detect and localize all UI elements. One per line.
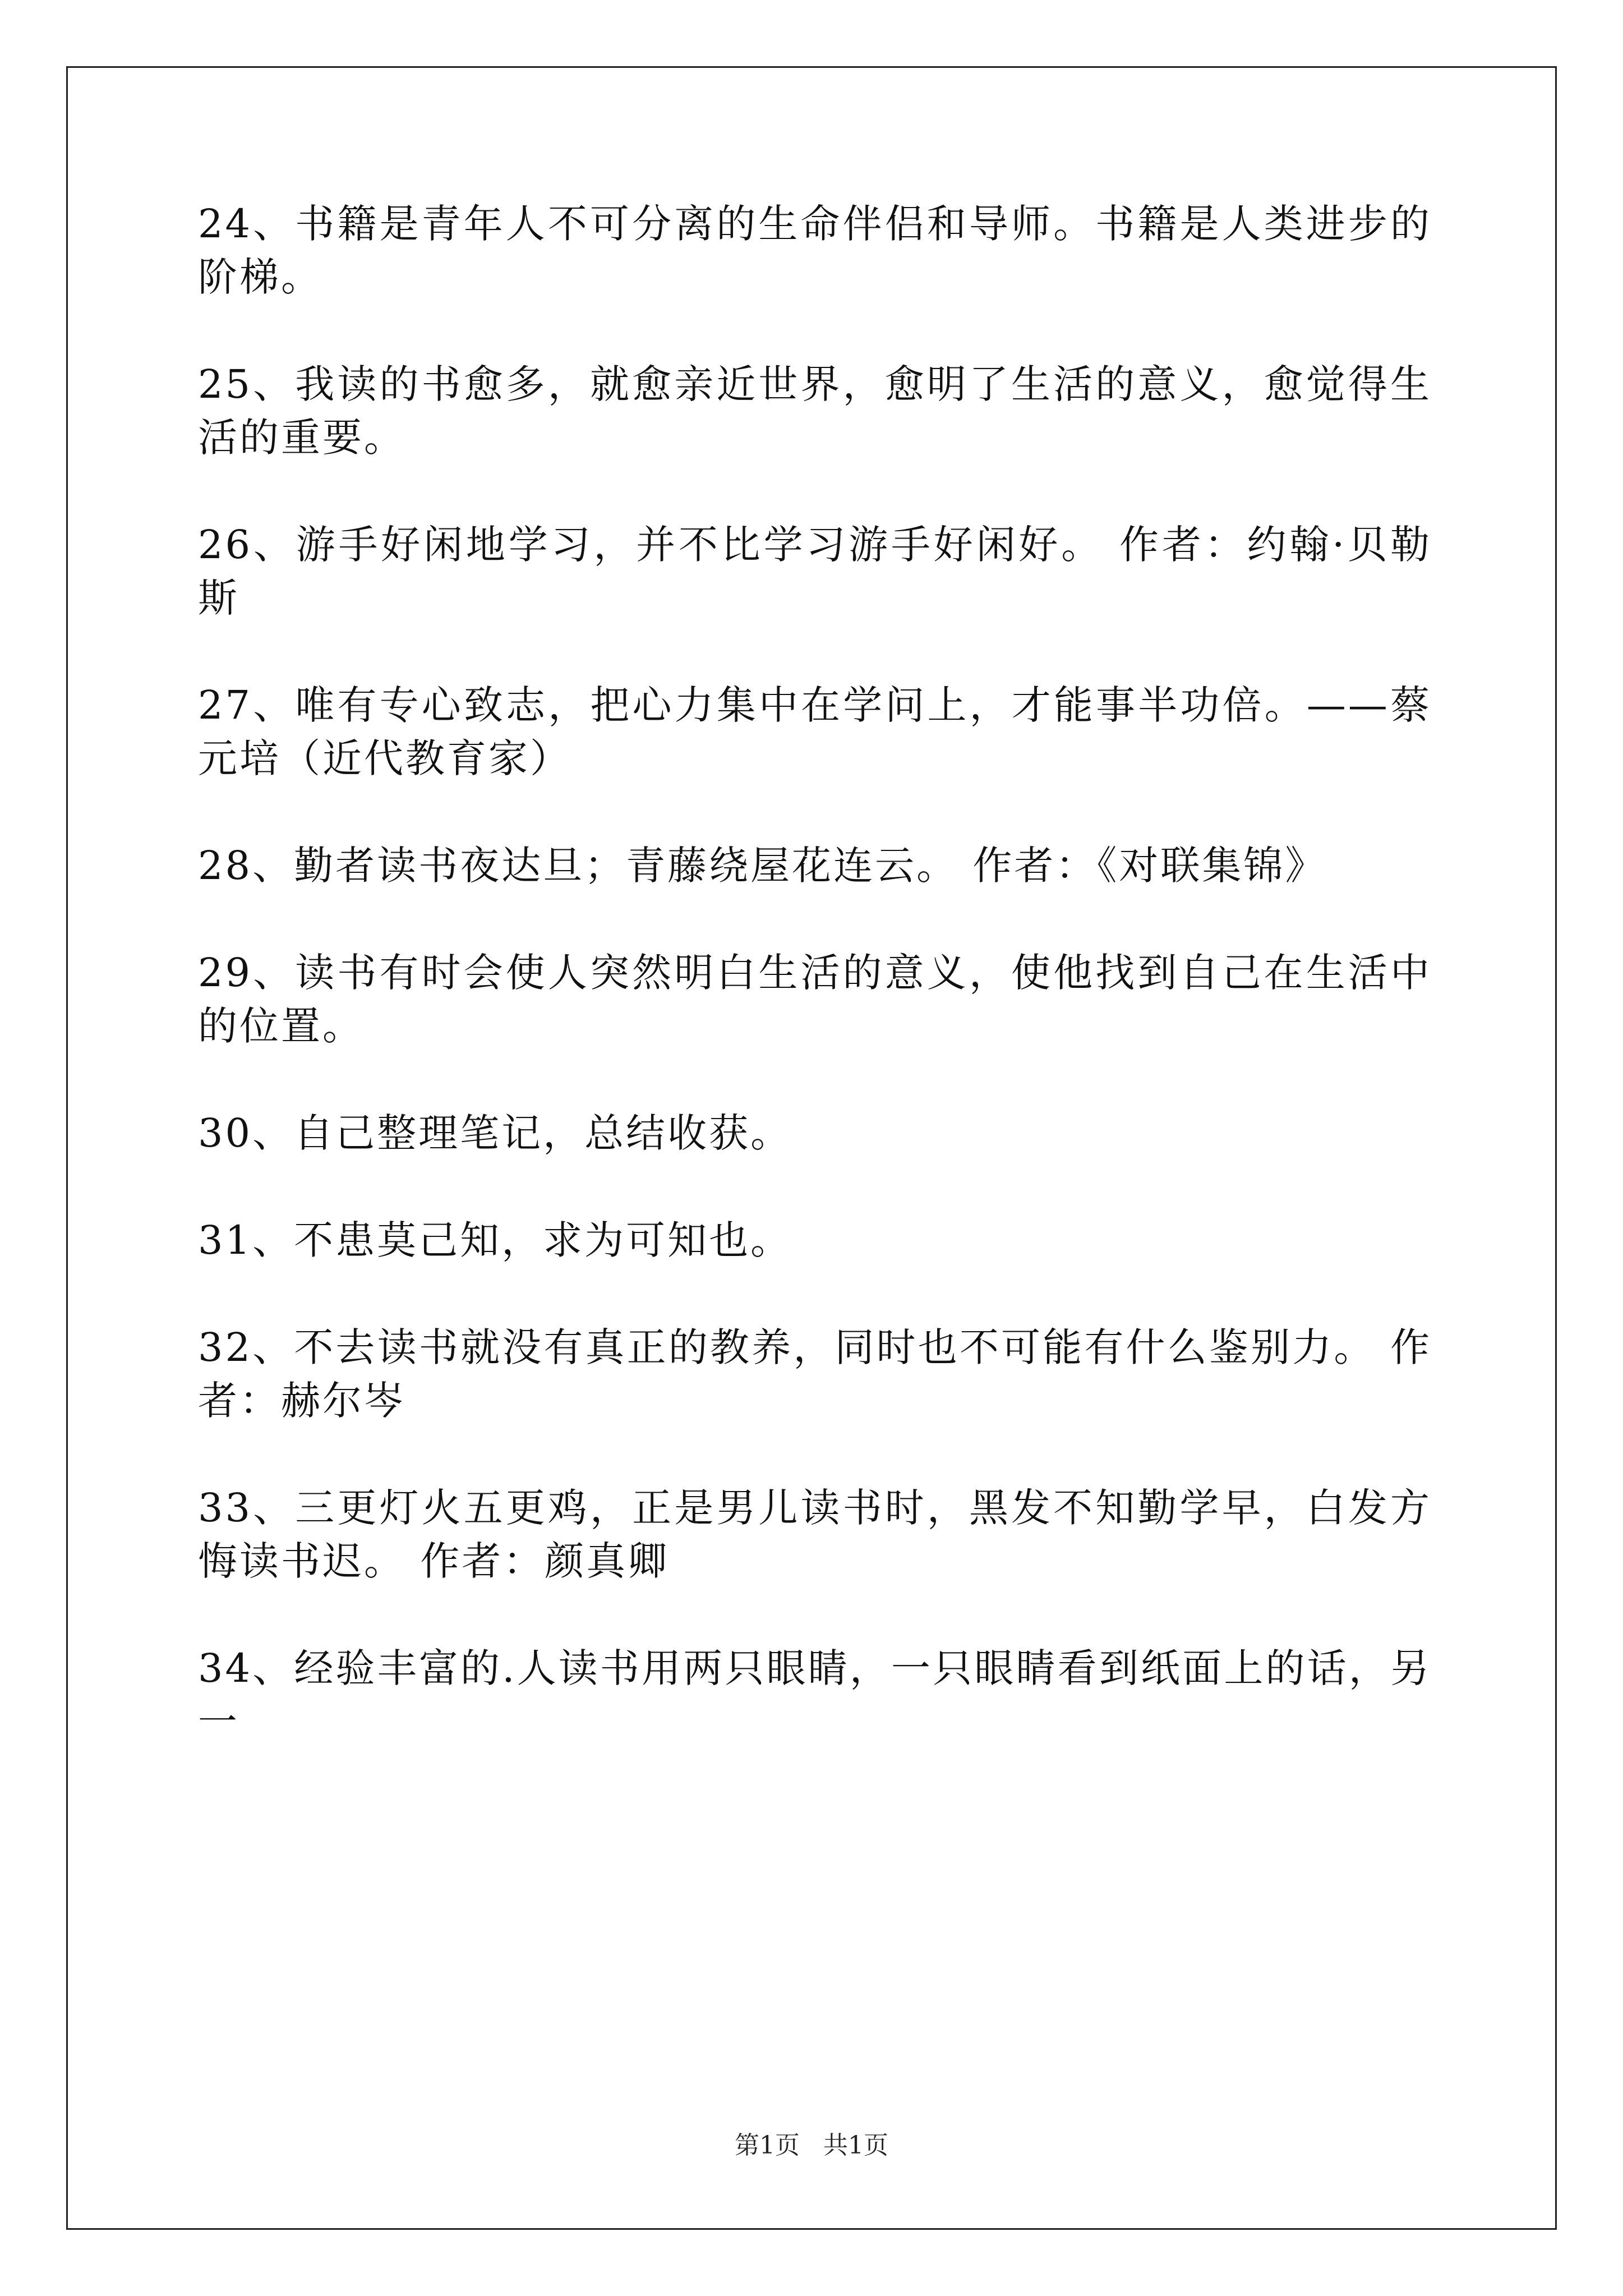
quote-paragraph-27: 27、唯有专心致志，把心力集中在学问上，才能事半功倍。——蔡元培（近代教育家） xyxy=(198,682,1432,781)
quote-paragraph-25: 25、我读的书愈多，就愈亲近世界，愈明了生活的意义，愈觉得生活的重要。 xyxy=(198,361,1432,461)
quote-paragraph-28: 28、勤者读书夜达旦；青藤绕屋花连云。 作者：《对联集锦》 xyxy=(198,843,1327,889)
quote-paragraph-30: 30、自己整理笔记，总结收获。 xyxy=(198,1110,792,1156)
quote-paragraph-33: 33、三更灯火五更鸡，正是男儿读书时，黑发不知勤学早，白发方悔读书迟。 作者：颜真卿 xyxy=(198,1485,1432,1584)
quote-paragraph-32: 32、不去读书就没有真正的教养，同时也不可能有什么鉴别力。 作者：赫尔岑 xyxy=(198,1324,1432,1424)
quote-paragraph-31: 31、不患莫己知，求为可知也。 xyxy=(198,1217,792,1263)
quote-paragraph-34: 34、经验丰富的.人读书用两只眼睛，一只眼睛看到纸面上的话，另一 xyxy=(198,1645,1432,1745)
quote-paragraph-24: 24、书籍是青年人不可分离的生命伴侣和导师。书籍是人类进步的阶梯。 xyxy=(198,201,1432,300)
quote-paragraph-26: 26、游手好闲地学习，并不比学习游手好闲好。 作者：约翰·贝勒斯 xyxy=(198,522,1432,621)
quote-paragraph-29: 29、读书有时会使人突然明白生活的意义，使他找到自己在生活中的位置。 xyxy=(198,950,1432,1049)
page-number-footer: 第1页 共1页 xyxy=(735,2131,888,2160)
document-body xyxy=(198,197,1432,1749)
